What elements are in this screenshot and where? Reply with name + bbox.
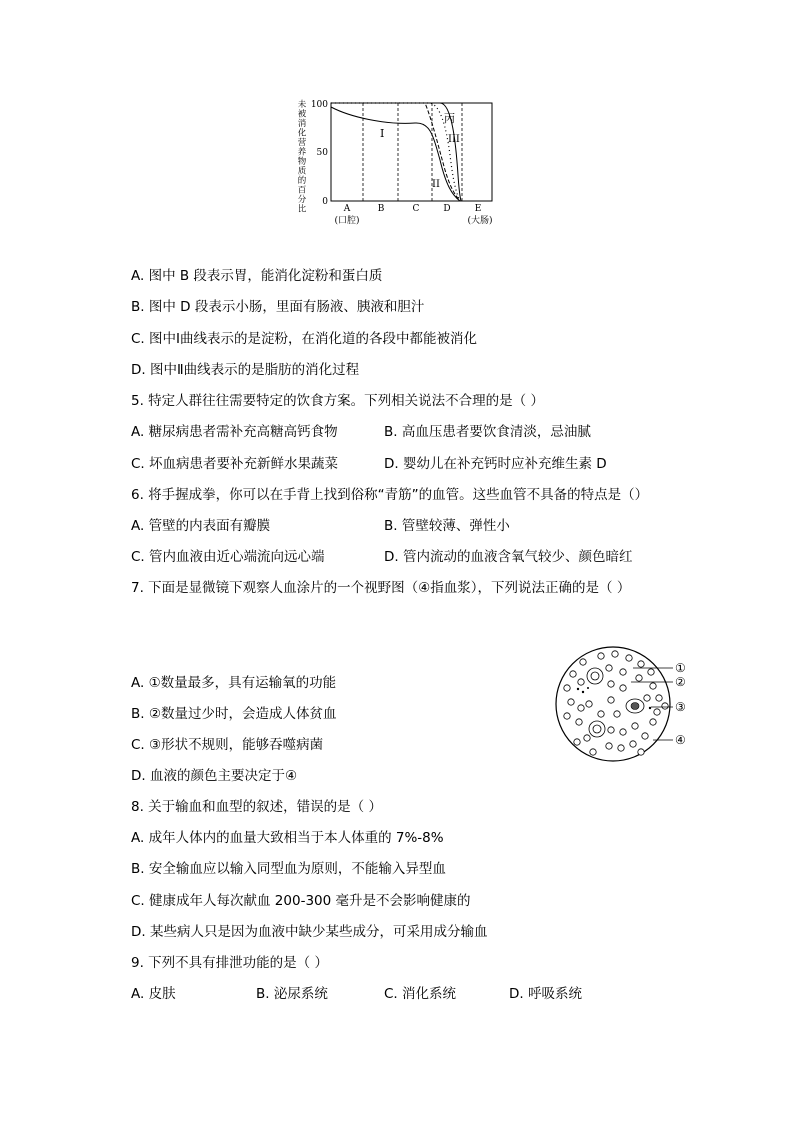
red-blood-cell <box>620 685 626 691</box>
red-blood-cell <box>654 709 660 715</box>
curve-iii <box>331 103 461 201</box>
q8-option-c: C. 健康成年人每次献血 200-300 毫升是不会影响健康的 <box>131 893 471 909</box>
q9-option-c: C. 消化系统 <box>384 986 457 1002</box>
red-blood-cell <box>642 733 648 739</box>
q7-stem: 7. 下面是显微镜下观察人血涂片的一个视野图（④指血浆），下列说法正确的是（ ） <box>131 580 631 596</box>
q4-option-d: D. 图中Ⅱ曲线表示的是脂肪的消化过程 <box>131 362 360 378</box>
red-blood-cell <box>636 675 642 681</box>
red-blood-cell <box>638 749 644 755</box>
red-blood-cell <box>606 743 612 749</box>
red-blood-cell <box>648 669 654 675</box>
red-blood-cell <box>584 735 590 741</box>
q6-option-b: B. 管壁较薄、弹性小 <box>384 518 510 534</box>
y-axis-label: 未被消化营养物质的百分比 <box>297 100 307 215</box>
red-blood-cell <box>578 679 584 685</box>
q5-option-a: A. 糖尿病患者需补充高糖高钙食物 <box>131 424 338 440</box>
red-blood-cell <box>608 681 614 687</box>
q4-option-b: B. 图中 D 段表示小肠，里面有肠液、胰液和胆汁 <box>131 299 425 315</box>
q7-option-a: A. ①数量最多，具有运输氧的功能 <box>131 675 337 691</box>
q8-option-d: D. 某些病人只是因为血液中缺少某些成分，可采用成分输血 <box>131 924 488 940</box>
q6-option-c: C. 管内血液由近心端流向远心端 <box>131 549 325 565</box>
red-blood-cell <box>620 729 626 735</box>
segment-a: A <box>343 204 351 214</box>
q8-option-a: A. 成年人体内的血量大致相当于本人体重的 7%-8% <box>131 830 444 846</box>
red-blood-cell <box>626 655 632 661</box>
blood-smear-figure <box>553 642 698 767</box>
q5-option-c: C. 坏血病患者要补充新鲜水果蔬菜 <box>131 456 339 472</box>
red-blood-cell <box>608 727 614 733</box>
curve-label-bing: 丙 <box>444 112 455 125</box>
red-blood-cell <box>620 669 626 675</box>
segment-c: C <box>412 204 420 214</box>
q4-option-a: A. 图中 B 段表示胃，能消化淀粉和蛋白质 <box>131 268 383 284</box>
q8-option-b: B. 安全输血应以输入同型血为原则，不能输入异型血 <box>131 861 446 877</box>
q5-option-b: B. 高血压患者要饮食清淡，忌油腻 <box>384 424 591 440</box>
digestion-curve-figure <box>290 95 505 230</box>
q7-option-b: B. ②数量过少时，会造成人体贫血 <box>131 706 337 722</box>
mouth-label: (口腔) <box>334 216 360 226</box>
curve-label-iii: III <box>448 134 460 145</box>
curve-ii <box>331 103 460 201</box>
red-blood-cell <box>618 745 624 751</box>
label-2: ② <box>675 675 686 689</box>
red-blood-cell <box>598 711 604 717</box>
platelet <box>649 707 651 709</box>
curve-bing <box>331 103 460 201</box>
red-blood-cell <box>580 659 586 665</box>
q6-option-d: D. 管内流动的血液含氧气较少、颜色暗红 <box>384 549 633 565</box>
red-blood-cell <box>662 703 668 709</box>
red-blood-cell <box>598 653 604 659</box>
q8-stem: 8. 关于输血和血型的叙述，错误的是（ ） <box>131 799 382 815</box>
segment-d: D <box>443 204 451 214</box>
red-blood-cell <box>650 719 656 725</box>
red-blood-cell <box>630 741 636 747</box>
platelet <box>587 687 589 689</box>
red-blood-cell <box>586 701 592 707</box>
y-tick-50: 50 <box>316 148 328 158</box>
red-blood-cell <box>576 719 582 725</box>
red-blood-cell <box>578 705 584 711</box>
red-blood-cell <box>590 749 596 755</box>
q9-option-d: D. 呼吸系统 <box>509 986 582 1002</box>
q5-option-d: D. 婴幼儿在补充钙时应补充维生素 D <box>384 456 607 472</box>
q6-stem: 6. 将手握成拳，你可以在手背上找到俗称“青筋”的血管。这些血管不具备的特点是（） <box>131 487 649 503</box>
q4-option-c: C. 图中Ⅰ曲线表示的是淀粉，在消化道的各段中都能被消化 <box>131 331 477 347</box>
red-blood-cell <box>612 651 618 657</box>
red-blood-cell <box>638 661 644 667</box>
label-4: ④ <box>675 733 686 747</box>
q6-option-a: A. 管壁的内表面有瓣膜 <box>131 518 271 534</box>
red-blood-cell <box>606 665 612 671</box>
curve-label-i: I <box>380 127 385 140</box>
q9-option-b: B. 泌尿系统 <box>256 986 328 1002</box>
red-blood-cell <box>656 695 662 701</box>
platelet <box>577 688 579 690</box>
q5-stem: 5. 特定人群往往需要特定的饮食方案。下列相关说法不合理的是（ ） <box>131 393 544 409</box>
curve-label-ii: II <box>432 179 440 190</box>
red-blood-cell <box>650 683 656 689</box>
label-3: ③ <box>675 700 686 714</box>
y-tick-100: 100 <box>310 100 328 110</box>
platelet <box>582 691 584 693</box>
white-blood-cell <box>589 721 605 737</box>
q9-option-a: A. 皮肤 <box>131 986 176 1002</box>
plot-frame <box>331 103 492 201</box>
red-blood-cell <box>564 713 570 719</box>
q7-option-c: C. ③形状不规则，能够吞噬病菌 <box>131 737 324 753</box>
red-blood-cell <box>574 739 580 745</box>
segment-b: B <box>377 204 385 214</box>
red-blood-cell <box>608 697 614 703</box>
red-blood-cell <box>568 699 574 705</box>
q9-stem: 9. 下列不具有排泄功能的是（ ） <box>131 955 328 971</box>
white-blood-cell <box>587 668 603 684</box>
label-1: ① <box>675 661 686 675</box>
red-blood-cell <box>570 671 576 677</box>
red-blood-cell <box>614 711 620 717</box>
red-blood-cell <box>632 723 638 729</box>
large-intestine-label: (大肠) <box>467 216 493 226</box>
q7-option-d: D. 血液的颜色主要决定于④ <box>131 768 298 784</box>
segment-e: E <box>474 204 482 214</box>
red-blood-cell <box>644 695 650 701</box>
red-blood-cell <box>564 685 570 691</box>
y-tick-0: 0 <box>322 197 328 207</box>
